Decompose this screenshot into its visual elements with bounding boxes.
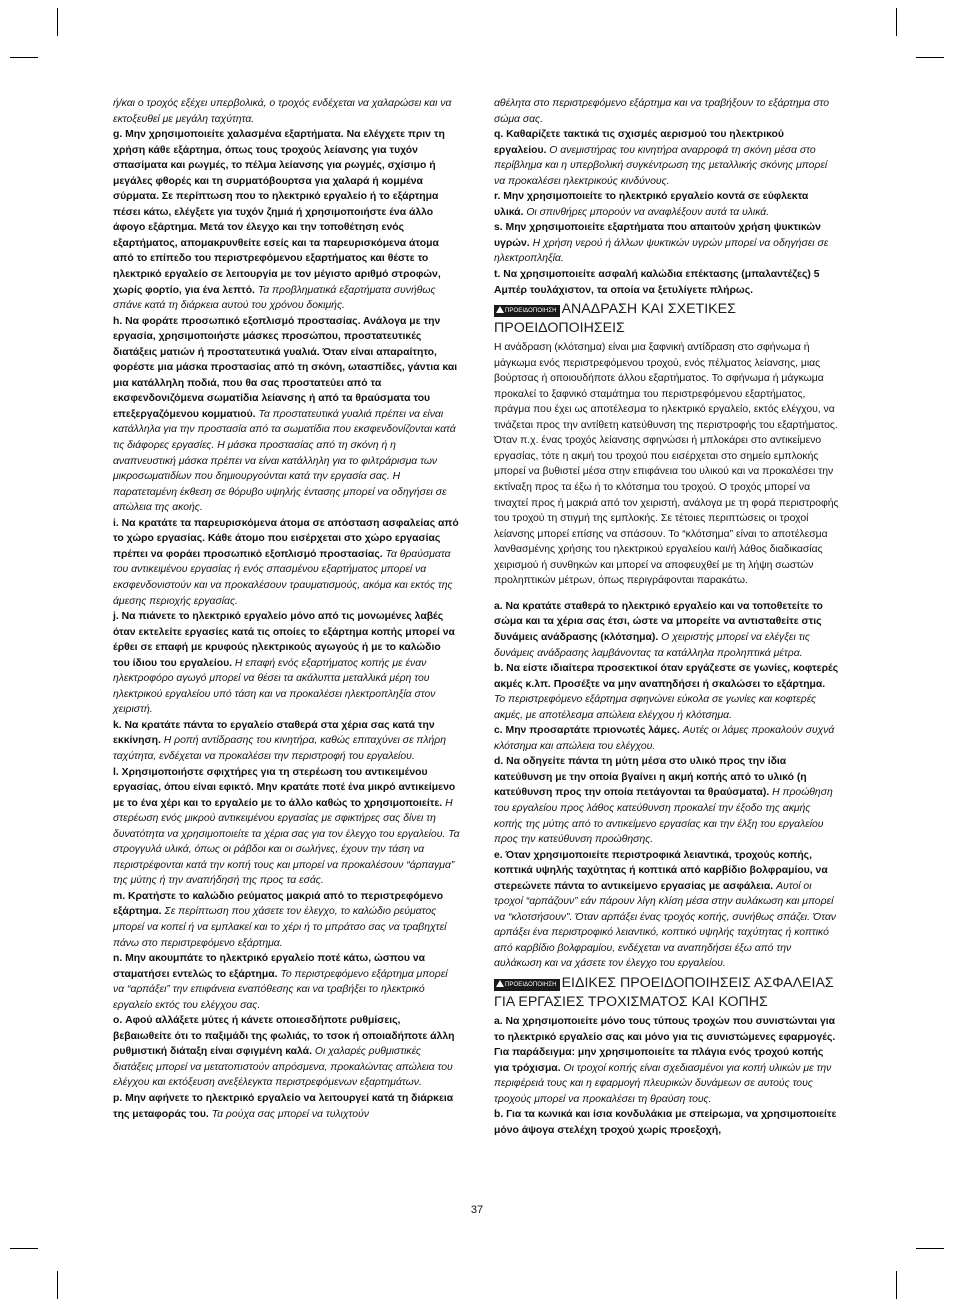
paragraph-italic-text: Τα θραύσματα του αντικειμένου εργασίας ή ενός σπασμένου εξαρτήματος μπορεί να εκσφενδονιστούν και να προκαλέσουν τραυματισμούς, ακόμα και εκτός της άμεσης περιοχής εργασίας. (113, 548, 453, 607)
paragraph-p (113, 1091, 460, 1122)
paragraph-italic-text: Η στερέωση ενός μικρού αντικειμένου εργασίας με σφικτήρες σας δίνει τη δυνατότητα να χρησιμοποιείτε τα χέρια σας για τον έλεγχο του εργαλείου. Τα στρογγυλά υλικά, όπως οι ράβδοι και οι σωλήνες, έχουν την τάση να περιστρέφονται κατά την κοπή τους και μπορεί να προκαλέσουν “άρπαγμα” της μύτης ή την αναπήδησή της προς τα εσάς. (113, 797, 460, 887)
paragraph-bold-text: t. Να χρησιμοποιείτε ασφαλή καλώδια επέκτασης (μπαλαντέζες) 5 Αμπέρ τουλάχιστον, τα οποία να ξετυλίγετε πλήρως. (494, 269, 820, 296)
warning-triangle-icon (496, 980, 504, 987)
heading-line: ΑΝΑΔΡΑΣΗ ΚΑΙ ΣΧΕΤΙΚΕΣ (561, 301, 736, 318)
paragraph-italic-text: Το περιστρεφόμενο εξάρτημα μπορεί να “αρπάξει” την επιφάνεια εναπόθεσης και να τραβήξει το ηλεκτρικό εργαλείο εκτός του ελέγχου σας. (113, 968, 448, 1011)
paragraph-b-kickback (494, 661, 839, 723)
heading-line: ΕΙΔΙΚΕΣ ΠΡΟΕΙΔΟΠΟΙΗΣΕΙΣ ΑΣΦΑΛΕΙΑΣ (561, 974, 834, 991)
paragraph-bold-text: m. Κρατήστε το καλώδιο ρεύματος μακριά από το περιστρεφόμενο εξάρτημα. (113, 890, 444, 918)
paragraph-bold-text: a. Να κρατάτε σταθερά το ηλεκτρικό εργαλείο και να τοποθετείτε το σώμα και τα χέρια σας έτσι, ώστε να μπορείτε να αντισταθείτε στις δυνάμεις ανάδρασης (κλότσημα). (494, 600, 823, 643)
paragraph-i (113, 516, 460, 609)
paragraph-italic-text: ή/και ο τροχός εξέχει υπερβολικά, ο τροχός ενδέχεται να χαλαρώσει και να εκτοξευθεί με μεγάλη ταχύτητα. (113, 98, 452, 125)
paragraph-bold-text: k. Να κρατάτε πάντα το εργαλείο σταθερά στα χέρια σας κατά την εκκίνηση. (113, 719, 435, 747)
paragraph-g (113, 127, 460, 314)
paragraph-italic-text: Η ροπή αντίδρασης του κινητήρα, καθώς επιταχύνει σε πλήρη ταχύτητα, ενδέχεται να προκαλέσει την περιστροφή του εργαλείου. (113, 735, 446, 762)
paragraph-a-grinding (494, 1014, 839, 1107)
paragraph-bold-text: r. Μην χρησιμοποιείτε το ηλεκτρικό εργαλείο κοντά σε εύφλεκτα υλικά. (494, 191, 809, 218)
paragraph-italic-text: αθέλητα στο περιστρεφόμενο εξάρτημα και να τραβήξουν το εξάρτημα στο σώμα σας. (494, 98, 830, 125)
paragraph-o (113, 1013, 460, 1091)
left-column (113, 96, 460, 1122)
crop-mark (896, 1271, 897, 1299)
crop-mark (10, 57, 38, 58)
paragraph-bold-text: j. Να πιάνετε το ηλεκτρικό εργαλείο μόνο από τις μονωμένες λαβές όταν εκτελείτε εργασίες κατά τις οποίες το εξάρτημα κοπής μπορεί να έρθει σε επαφή με κρυφούς ηλεκτρικούς αγωγούς ή με το καλώδιο του ίδιου του εργαλείου. (113, 611, 455, 669)
paragraph-n (113, 951, 460, 1013)
warning-badge-label: ΠΡΟΕΙΔΟΠΟΙΗΣΗ (505, 981, 557, 988)
paragraph-bold-text: i. Να κρατάτε τα παρευρισκόμενα άτομα σε απόσταση ασφαλείας από το χώρο εργασίας. Κάθε άτομο που εισέρχεται στο χώρο εργασίας πρέπει να φοράει προσωπικό εξοπλισμό προστασίας. (113, 517, 459, 560)
paragraph-h (113, 314, 460, 516)
paragraph-j (113, 609, 460, 718)
paragraph-italic-text: Το περιστρεφόμενο εξάρτημα σφηνώνει εύκολα σε γωνίες και κοφτερές ακμές, με αποτέλεσμα απώλεια ελέγχου ή κλότσημα. (494, 694, 817, 721)
crop-mark (916, 57, 944, 58)
warning-badge (494, 305, 560, 317)
paragraph-m (113, 889, 460, 951)
paragraph-italic-text: Ο χειριστής μπορεί να ελέγξει τις δυνάμεις ανάδρασης λαμβάνοντας τα κατάλληλα προληπτικά μέτρα. (494, 631, 810, 659)
paragraph-bold-text: b. Να είστε ιδιαίτερα προσεκτικοί όταν εργάζεστε σε γωνίες, κοφτερές ακμές κ.λπ. Προσέξτε να μην αναπηδήσει ή σκαλώσει το εξάρτημα. (494, 663, 839, 690)
paragraph-bold-text: q. Καθαρίζετε τακτικά τις σχισμές αερισμού του ηλεκτρικού εργαλείου. (494, 129, 784, 156)
paragraph-s (494, 220, 839, 267)
crop-mark (916, 1248, 944, 1249)
section-heading-grinding (494, 974, 839, 1012)
paragraph-italic-text: Οι σπινθήρες μπορούν να αναφλέξουν αυτά τα υλικά. (526, 206, 770, 218)
paragraph-bold-text: n. Μην ακουμπάτε το ηλεκτρικό εργαλείο ποτέ κάτω, ώσπου να σταματήσει εντελώς το εξάρτημα. (113, 953, 425, 980)
kickback-description: Η ανάδραση (κλότσημα) είναι μια ξαφνική αντίδραση στο σφήνωμα ή μάγκωμα ενός περιστρεφόμενου τροχού, ενός πέλματος λείανσης, μιας βούρτσας ή οποιουδήποτε άλλου εξαρτήματος. Το σφήνωμα ή μάγκωμα προκαλεί το ξαφνικό σταμάτημα του περιστρεφόμενου εξαρτήματος, πράγμα που έχει ως αποτέλεσμα το ηλεκτρικό εργαλείο, εκτός ελέγχου, να τινάζεται προς την αντίθετη κατεύθυνση της περιστροφής του εξαρτήματος. Όταν π.χ. ένας τροχός λείανσης σφηνώσει ή μπλοκάρει στο αντικείμενο εργασίας, τότε η ακμή του τροχού που εισέρχεται στο σημείο εμπλοκής μπορεί να βυθιστεί μέσα στην επιφάνεια του υλικού και να προκαλέσει την εκτίναξη προς τα έξω ή το κλότσημα του τροχού. Ο τροχός μπορεί να τιναχτεί προς ή μακριά από τον χειριστή, ανάλογα με τη φορά περιστροφής του τροχού τη στιγμή της εμπλοκής. Σε τέτοιες περιπτώσεις οι τροχοί λείανσης μπορεί επίσης να σπάσουν. Το “κλότσημα” είναι το αποτέλεσμα λανθασμένης χρήσης του ηλεκτρικού εργαλείου και/ή λάθος διαδικασίας χειρισμού ή συνθηκών και μπορεί να αποφευχθεί με τη λήψη σωστών προληπτικών μέτρων, όπως περιγράφονται παρακάτω. (494, 342, 839, 587)
paragraph-bold-text: o. Αφού αλλάξετε μύτες ή κάνετε οποιεσδήποτε ρυθμίσεις, βεβαιωθείτε ότι το παξιμάδι της φωλιάς, το τσοκ ή οποιαδήποτε άλλη ρυθμιστική διάταξη είναι σφιγμένη καλά. (113, 1015, 455, 1058)
paragraph-italic-text: Τα προστατευτικά γυαλιά πρέπει να είναι κατάλληλα για την προστασία από τα σωματίδια που εκσφενδονίζονται κατά τις διάφορες εργασίες. Η μάσκα προστασίας από τη σκόνη ή η αναπνευστική μάσκα πρέπει να είναι κατάλληλη για το φιλτράρισμα των μικροσωματιδίων που δημιουργούνται κατά την εργασία σας. Η παρατεταμένη έκθεση σε θόρυβο υψηλής έντασης μπορεί να οδηγήσει σε απώλεια της ακοής. (113, 408, 456, 514)
paragraph-bold-text: c. Μην προσαρτάτε πριονωτές λάμες. (494, 725, 680, 737)
paragraph-bold-text: s. Μην χρησιμοποιείτε εξαρτήματα που απαιτούν χρήση ψυκτικών υγρών. (494, 222, 821, 249)
paragraph-r (494, 189, 839, 220)
paragraph-italic-text: Η προώθηση του εργαλείου προς λάθος κατεύθυνση προκαλεί την έξοδο της ακμής κοπής της μύτης από το αντικείμενο εργασίας και την έλξη του εργαλείου προς την κατεύθυνση προώθησης. (494, 787, 833, 846)
crop-mark (57, 1271, 58, 1299)
right-column (494, 96, 839, 1138)
paragraph-bold-text: b. Για τα κωνικά και ίσια κονδυλάκια με σπείρωμα, να χρησιμοποιείτε μόνο άψογα στελέχη τροχού χωρίς προεξοχή, (494, 1109, 837, 1136)
paragraph-t (494, 267, 839, 298)
paragraph-a-kickback (494, 599, 839, 661)
paragraph-bold-text: d. Να οδηγείτε πάντα τη μύτη μέσα στο υλικό προς την ίδια κατεύθυνση με την οποία βγαίνει η ακμή κοπής από το υλικό (η κατεύθυνση προς την οποία πετάγονται τα θραύσματα). (494, 756, 807, 799)
paragraph-bold-text: a. Να χρησιμοποιείτε μόνο τους τύπους τροχών που συνιστώνται για το ηλεκτρικό εργαλείο σας και μόνο για τις συνιστώμενες εφαρμογές. Για παράδειγμα: μην χρησιμοποιείτε τα πλάγια ενός τροχού κοπής για τρόχισμα. (494, 1015, 836, 1074)
warning-badge (494, 979, 560, 991)
paragraph-k (113, 718, 460, 765)
warning-badge-label: ΠΡΟΕΙΔΟΠΟΙΗΣΗ (505, 308, 557, 315)
heading-line: ΓΙΑ ΕΡΓΑΣΙΕΣ ΤΡΟΧΙΣΜΑΤΟΣ ΚΑΙ ΚΟΠΗΣ (494, 993, 768, 1010)
paragraph-italic-text: Οι τροχοί κοπής είναι σχεδιασμένοι για κοπή υλικών με την περιφέρειά τους και η εφαρμογή πλευρικών δυνάμεων σε αυτούς τους τροχούς μπορεί να προκαλέσει τη θραύση τους. (494, 1062, 832, 1105)
paragraph-continued (113, 96, 460, 127)
paragraph-spacer (494, 589, 839, 599)
section-heading-kickback (494, 300, 839, 338)
crop-mark (57, 8, 58, 36)
paragraph-b-grinding (494, 1107, 839, 1138)
crop-mark (10, 1248, 38, 1249)
paragraph-italic-text: Η επαφή ενός εξαρτήματος κοπής με έναν ηλεκτροφόρο αγωγό μπορεί να θέσει τα ακάλυπτα μεταλλικά μέρη του ηλεκτρικού εργαλείου υπό τάση και να προκαλέσει ηλεκτροπληξία στον χειριστή. (113, 657, 436, 716)
paragraph-bold-text: h. Να φοράτε προσωπικό εξοπλισμό προστασίας. Ανάλογα με την εργασία, χρησιμοποιήστε μάσκες προσώπου, προστατευτικές διατάξεις ματιών ή προστατευτικά γυαλιά. Όταν είναι απαραίτητο, φορέστε μια μάσκα προστασίας από τη σκόνη, ωτασπίδες, γάντια και μια κατάλληλη ποδιά, που θα σας προστατεύει από τα εκσφενδονιζόμενα σωματίδια λείανσης ή από τα θραύσματα του επεξεργαζόμενου κομματιού. (113, 315, 458, 420)
paragraph-italic-text: Οι χαλαρές ρυθμιστικές διατάξεις μπορεί να μετατοπιστούν απρόσμενα, προκαλώντας απώλεια του ελέγχου και εκτόξευση ανεξέλεγκτα περιστρεφόμενων εξαρτημάτων. (113, 1046, 453, 1089)
warning-triangle-icon (496, 306, 504, 313)
crop-mark (896, 8, 897, 36)
paragraph-bold-text: e. Όταν χρησιμοποιείτε περιστροφικά λειαντικά, τροχούς κοπής, κοπτικά υψηλής ταχύτητας ή κοπτικά από καρβίδιο βολφραμίου, να στερεώνετε πάντα το αντικείμενο εργασίας με ασφάλεια. (494, 849, 828, 892)
paragraph-italic-text: Τα ρούχα σας μπορεί να τυλιχτούν (211, 1108, 369, 1120)
heading-line: ΠΡΟΕΙΔΟΠΟΙΗΣΕΙΣ (494, 320, 625, 337)
paragraph-c-kickback (494, 723, 839, 754)
paragraph-bold-text: p. Μην αφήνετε το ηλεκτρικό εργαλείο να λειτουργεί κατά τη διάρκεια της μεταφοράς του. (113, 1093, 454, 1120)
paragraph-continued (494, 96, 839, 127)
paragraph-l (113, 765, 460, 889)
paragraph-italic-text: Σε περίπτωση που χάσετε τον έλεγχο, το καλώδιο ρεύματος μπορεί να κοπεί ή να εμπλακεί και το χέρι ή το μπράτσο σας να τραβηχτεί πάνω στο περιστρεφόμενο εξάρτημα. (113, 906, 447, 949)
paragraph-bold-text: g. Μην χρησιμοποιείτε χαλασμένα εξαρτήματα. Να ελέγχετε πριν τη χρήση κάθε εξάρτημα, όπως τους τροχούς λείανσης για τυχόν σπασίματα και ρωγμές, το πέλμα λείανσης για ρωγμές, σχίσιμο ή μεγάλες φθορές και τη συρματόβουρτσα για χαλαρά ή κομμένα σύρματα. Σε περίπτωση που το ηλεκτρικό εργαλείο ή το εξάρτημα πέσει κάτω, ελέγξετε για τυχόν ζημιά ή χρησιμοποιήστε ένα άλλο άφογο εξάρτημα. Μετά τον έλεγχο και την τοποθέτηση ενός εξαρτήματος, απομακρυνθείτε εσείς και τα παρευρισκόμενα άτομα από το επίπεδο του περιστρεφόμενου εξαρτήματος και θέστε το ηλεκτρικό εργαλείο σε λειτουργία με τον μέγιστο αριθμό στροφών, χωρίς φορτίο, για ένα λεπτό. (113, 129, 445, 296)
paragraph-bold-text: l. Χρησιμοποιήστε σφιχτήρες για τη στερέωση του αντικειμένου εργασίας, όπου είναι εφικτό. Μην κρατάτε ποτέ ένα μικρό αντικείμενο με το ένα χέρι και το εργαλείο με το άλλο καθώς το χρησιμοποιείτε. (113, 766, 456, 809)
paragraph-italic-text: Η χρήση νερού ή άλλων ψυκτικών υγρών μπορεί να οδηγήσει σε ηλεκτροπληξία. (494, 237, 829, 265)
paragraph-d-kickback (494, 754, 839, 847)
paragraph-italic-text: Ο ανεμιστήρας του κινητήρα αναρροφά τη σκόνη μέσα στο περίβλημα και η υπερβολική συγκέντρωση της μεταλλικής σκόνης μπορεί να προκαλέσει ηλεκτρικούς κινδύνους. (494, 144, 828, 187)
paragraph-italic-text: Αυτοί οι τροχοί “αρπάζουν” εάν πάρουν λίγη κλίση μέσα στην αυλάκωση και μπορεί να “κλοτσήσουν”. Όταν αρπάξει ένας τροχός κοπής, συνήθως σπάζει. Όταν αρπάξει ένα περιστροφικό λειαντικό, κοπτικό υψηλής ταχύτητας ή κοπτικό από καρβίδιο βολφραμίου, ενδέχεται να αναπηδήσει έξω από την αυλάκωση και να χάσετε τον έλεγχο του εργαλείου. (494, 880, 836, 970)
page-number: 37 (470, 1204, 484, 1216)
paragraph-q (494, 127, 839, 189)
paragraph-italic-text: Τα προβληματικά εξαρτήματα συνήθως σπάνε κατά τη διάρκεια αυτού του χρόνου δοκιμής. (113, 284, 436, 312)
paragraph-e-kickback (494, 848, 839, 972)
paragraph-italic-text: Αυτές οι λάμες προκαλούν συχνά κλότσημα και απώλεια του ελέγχου. (494, 725, 835, 752)
